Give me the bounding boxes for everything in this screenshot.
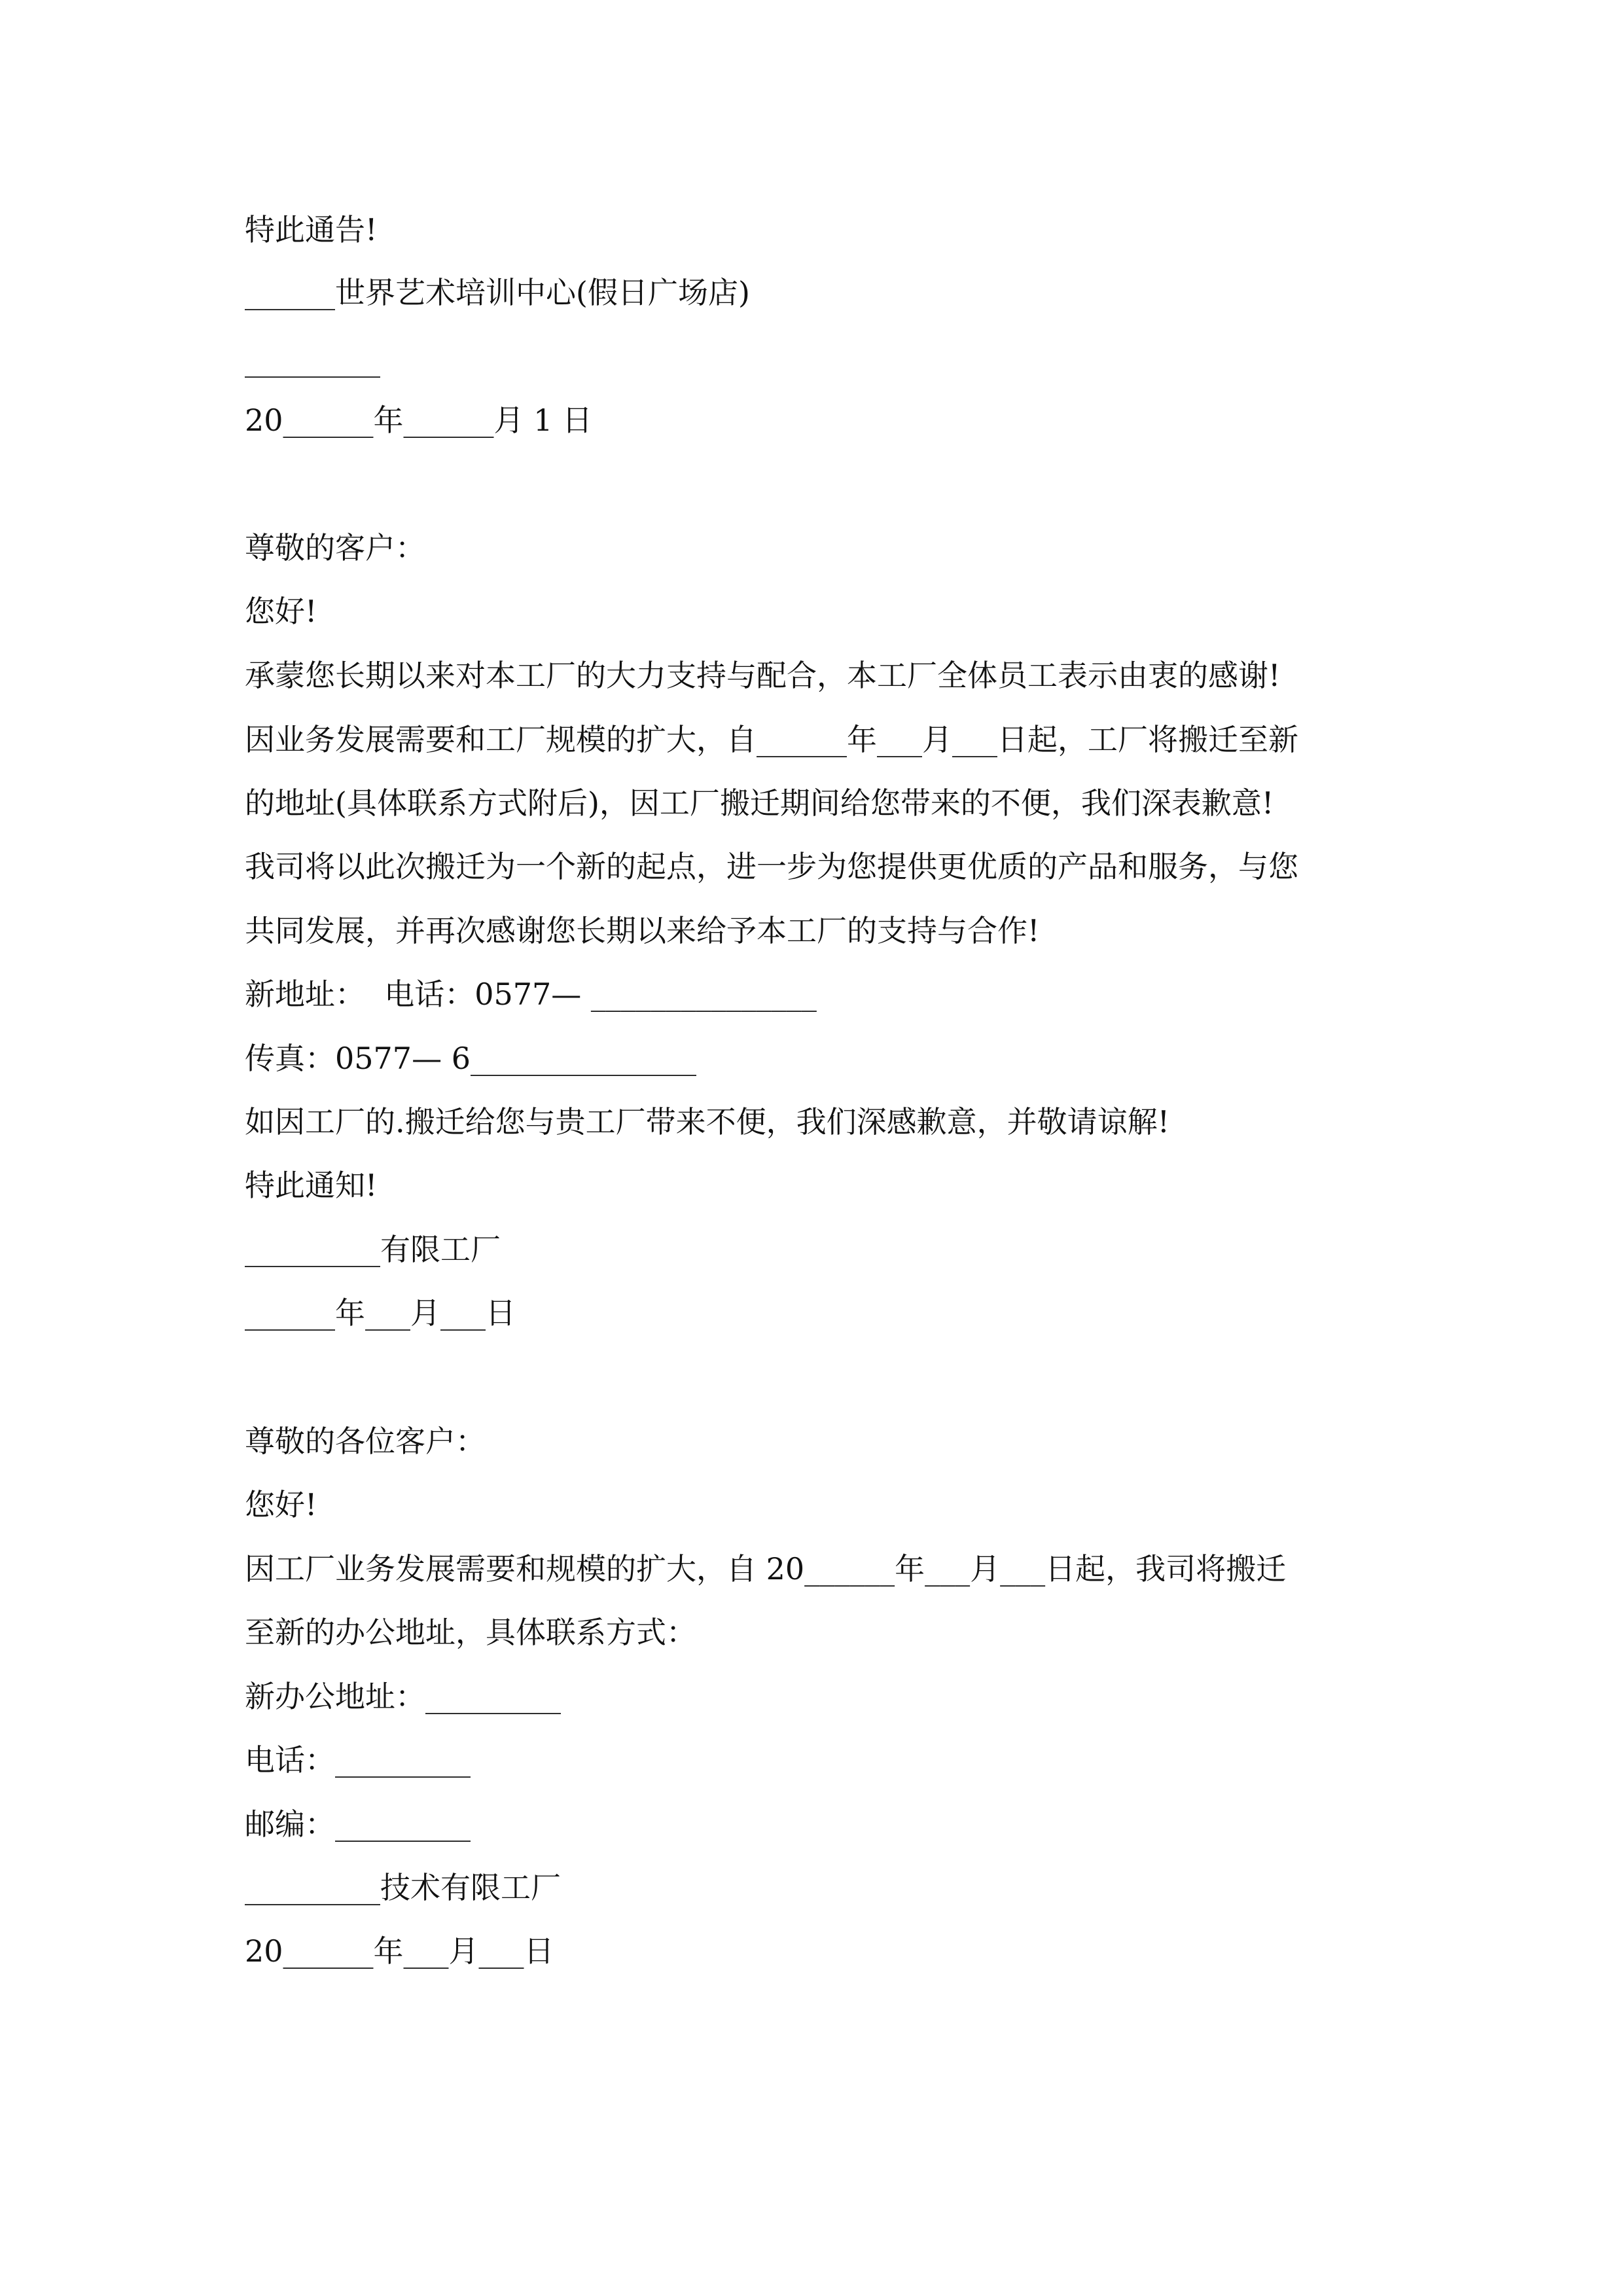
hello-text: 您好!: [245, 1487, 317, 1522]
signature-line: _________技术有限工厂: [245, 1870, 561, 1905]
postcode-line: 邮编：_________: [245, 1806, 471, 1842]
greeting: 尊敬的客户：: [245, 530, 425, 565]
body-paragraph-line: 承蒙您长期以来对本工厂的大力支持与配合，本工厂全体员工表示由衷的感谢!: [245, 658, 1281, 693]
date-line: 20______年______月 1 日: [245, 403, 593, 438]
body-paragraph-line: 因工厂业务发展需要和规模的扩大，自 20______年___月___日起，我司将搬迁: [245, 1551, 1287, 1587]
date-line: ______年___月___日: [245, 1295, 516, 1331]
date-line: 20______年___月___日: [245, 1933, 554, 1969]
body-paragraph-line: 的地址(具体联系方式附后)，因工厂搬迁期间给您带来的不便，我们深表歉意!: [245, 785, 1274, 821]
hello-text: 您好!: [245, 594, 317, 629]
body-paragraph-line: 共同发展，并再次感谢您长期以来给予本工厂的支持与合作!: [245, 913, 1040, 948]
body-paragraph-line: 我司将以此次搬迁为一个新的起点，进一步为您提供更优质的产品和服务，与您: [245, 849, 1298, 884]
body-paragraph-line: 因业务发展需要和工厂规模的扩大，自______年___月___日起，工厂将搬迁至新: [245, 722, 1298, 757]
apology-text: 如因工厂的.搬迁给您与贵工厂带来不便，我们深感歉意，并敬请谅解!: [245, 1104, 1170, 1139]
phone-line: 电话：_________: [245, 1742, 471, 1778]
body-paragraph-line: 至新的办公地址，具体联系方式：: [245, 1615, 696, 1650]
signature-line: _________有限工厂: [245, 1232, 501, 1267]
organization-name: ______世界艺术培训中心(假日广场店): [245, 275, 750, 310]
fax-line: 传真：0577— 6_______________: [245, 1041, 696, 1076]
new-address-line: 新地址： 电话：0577— _______________: [245, 977, 817, 1012]
notice-text: 特此通知!: [245, 1168, 378, 1203]
blank-line: _________: [245, 342, 380, 378]
office-address-line: 新办公地址：_________: [245, 1679, 561, 1714]
greeting: 尊敬的各位客户：: [245, 1424, 486, 1459]
notice-text: 特此通告!: [245, 212, 378, 247]
